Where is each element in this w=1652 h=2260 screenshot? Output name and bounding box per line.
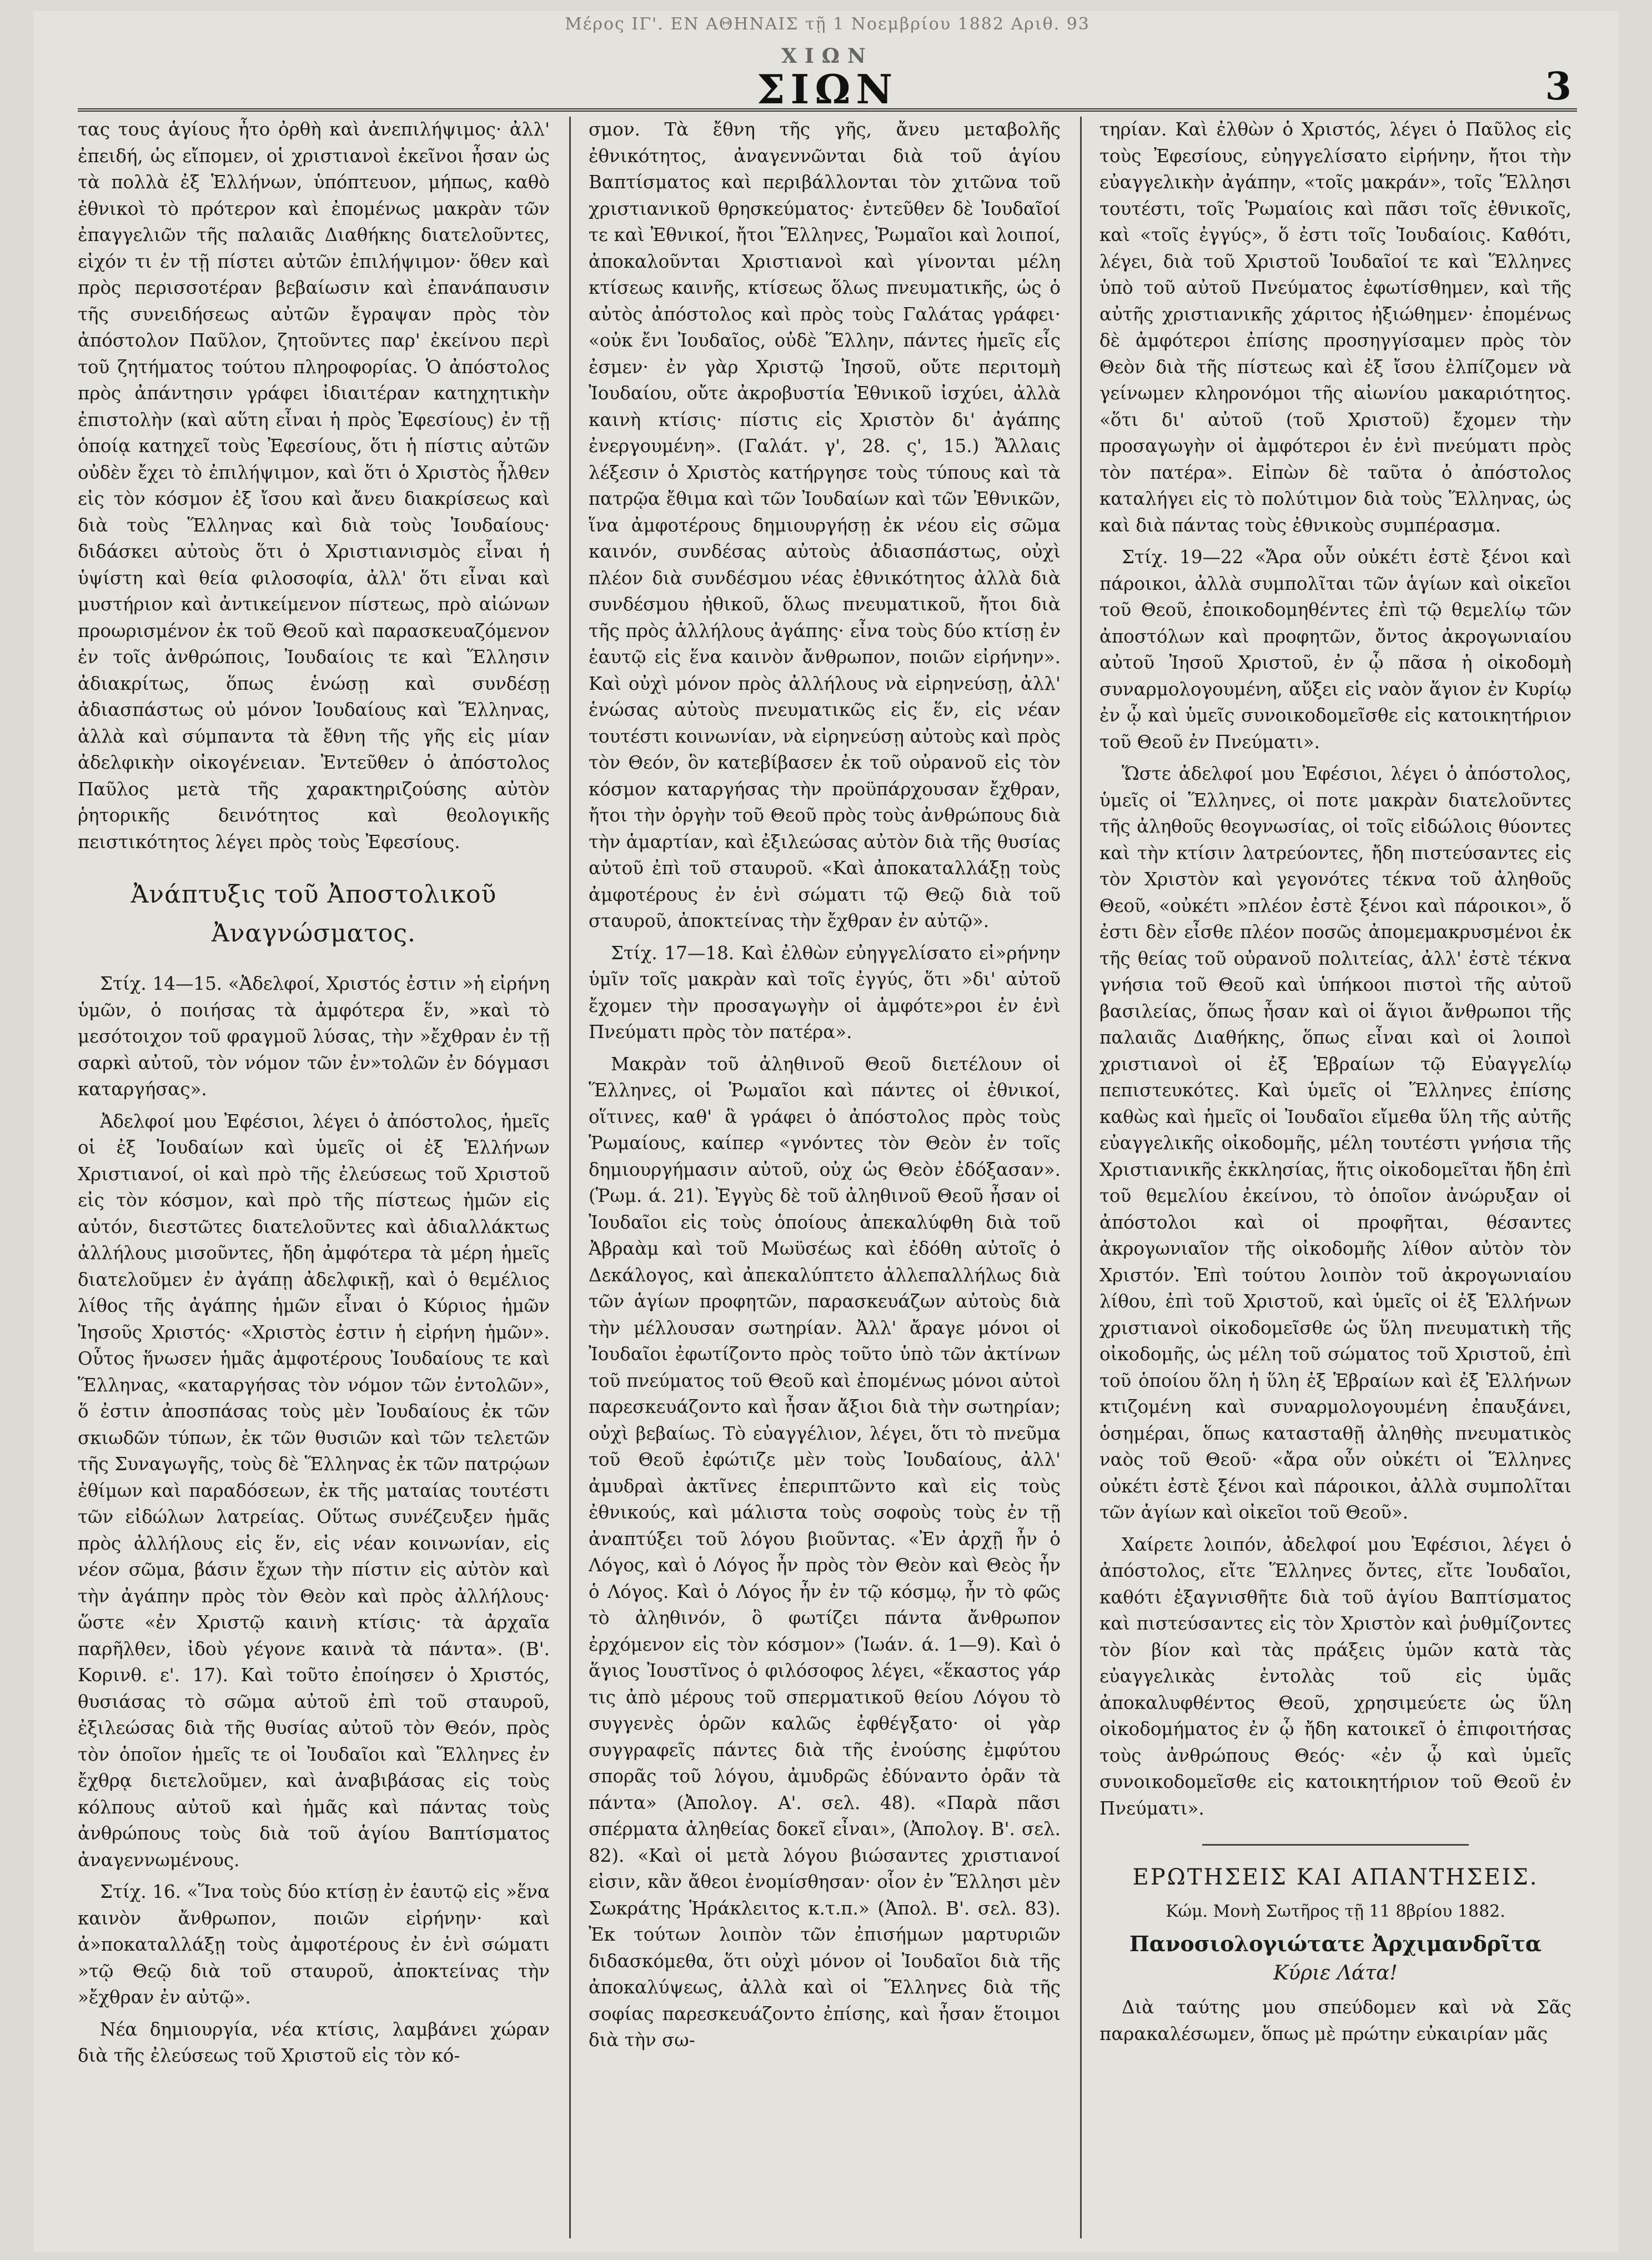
verse-quote: Στίχ. 19—22 «Ἄρα οὖν οὐκέτι ἐστὲ ξένοι καὶ πάροικοι, ἀλλὰ συμπολῖται τῶν ἁγίων καὶ οἰκεῖοι τοῦ Θεοῦ, ἐποικοδομηθέντες ἐπὶ τῷ θεμελίῳ τῶν ἀποστόλων καὶ προφητῶν, ὄντος ἀκρογωνιαίου αὐτοῦ Ἰησοῦ Χριστοῦ, ἐν ᾧ πᾶσα ἡ οἰκοδομὴ συναρμολογουμένη, αὔξει εἰς ναὸν ἅγιον ἐν Κυρίῳ ἐν ᾧ καὶ ὑμεῖς συνοικοδομεῖσθε εἰς κατοικητήριον τοῦ Θεοῦ ἐν Πνεύματι».: [1099, 547, 1571, 753]
letter-paragraph: Διὰ ταύτης μου σπεύδομεν καὶ νὰ Σᾶς παρακαλέσωμεν, ὅπως μὲ πρώτην εὐκαιρίαν μᾶς: [1099, 1997, 1571, 2044]
verse-quote: Στίχ. 16. «Ἵνα τοὺς δύο κτίσῃ ἐν ἑαυτῷ εἰς »ἕνα καινὸν ἄνθρωπον, ποιῶν εἰρήνην· καὶ ἀ»ποκαταλλάξῃ τοὺς ἀμφοτέρους ἐν ἑνὶ σώματι »τῷ Θεῷ διὰ τοῦ σταυροῦ, ἀποκτείνας τὴν »ἔχθραν ἐν αὐτῷ».: [78, 1881, 550, 2008]
newspaper-title: ΣΙΩΝ: [756, 66, 898, 113]
qa-section-heading: ΕΡΩΤΗΣΕΙΣ ΚΑΙ ΑΠΑΝΤΗΣΕΙΣ.: [1132, 1865, 1539, 1890]
letter-addressee: Κύριε Λάτα!: [1273, 1962, 1398, 1985]
section-separator: [1202, 1844, 1469, 1846]
verse-quote: Στίχ. 17—18. Καὶ ἐλθὼν εὐηγγελίσατο εἰ»ρήνην ὑμῖν τοῖς μακρὰν καὶ τοῖς ἐγγύς, ὅτι »δι' αὐτοῦ ἔχομεν τὴν προσαγωγὴν οἱ ἀμφότε»ροι ἐν ἑνὶ Πνεύματι πρὸς τὸν πατέρα».: [589, 942, 1061, 1043]
column-right: [1099, 117, 1571, 2244]
section-heading: Ἀνάπτυξις τοῦ Ἀποστολικοῦ: [130, 880, 497, 909]
column-middle: [589, 117, 1061, 2244]
article-paragraph: Νέα δημιουργία, νέα κτίσις, λαμβάνει χώραν διὰ τῆς ἐλεύσεως τοῦ Χριστοῦ εἰς τὸν κό-: [78, 2018, 550, 2066]
column-left: [78, 117, 550, 2244]
verse-quote: Στίχ. 14—15. «Ἀδελφοί, Χριστός ἐστιν »ἡ εἰρήνη ὑμῶν, ὁ ποιήσας τὰ ἀμφότερα ἕν, »καὶ τὸ μεσότοιχον τοῦ φραγμοῦ λύσας, τὴν »ἔχθραν ἐν τῇ σαρκὶ αὐτοῦ, τὸν νόμον τῶν ἐν»τολῶν ἐν δόγμασι καταργήσας».: [78, 973, 550, 1100]
masthead-subtitle: ΧΙΩΝ: [781, 44, 873, 68]
article-paragraph: τας τους ἁγίους ἦτο ὀρθὴ καὶ ἀνεπιλήψιμος· ἀλλ' ἐπειδή, ὡς εἴπομεν, οἱ χριστιανοὶ ἐκεῖνοι ἦσαν ὡς τὰ πολλὰ ἐξ Ἑλλήνων, ὑπόπτευον, μήπως, καθὸ ἐθνικοὶ τὸ πρότερον καὶ ἐπομένως μακρὰν τῶν ἐπαγγελιῶν τῆς παλαιᾶς Διαθήκης διατελοῦντες, εἰχόν τι ἐν τῇ πίστει αὐτῶν ἐπιλήψιμον· ὅθεν καὶ πρὸς περισσοτέραν βεβαίωσιν καὶ ἐπανάπαυσιν τῆς συνειδήσεως αὐτῶν ἔγραψαν πρὸς τὸν ἀπόστολον Παῦλον, ζητοῦντες παρ' ἐκείνου περὶ τοῦ ζητήματος τούτου πληροφορίας. Ὁ ἀπόστολος πρὸς ἀπάντησιν γράφει ἰδιαιτέραν κατηχητικὴν ἐπιστολὴν (καὶ αὕτη εἶναι ἡ πρὸς Ἐφεσίους) ἐν τῇ ὁποίᾳ κατηχεῖ τοὺς Ἐφεσίους, ὅτι ἡ πίστις αὐτῶν οὐδὲν ἔχει τὸ ἐπιλήψιμον, καὶ ὅτι ὁ Χριστὸς ἦλθεν εἰς τὸν κόσμον ἐξ ἴσου καὶ ἄνευ διακρίσεως καὶ διὰ τοὺς Ἕλληνας καὶ διὰ τοὺς Ἰουδαίους· διδάσκει αὐτοὺς ὅτι ὁ Χριστιανισμὸς εἶναι ἡ ὑψίστη καὶ θεία φιλοσοφία, ἀλλ' ὅτι εἶναι καὶ μυστήριον καὶ ἀντικείμενον πίστεως, πρὸ αἰώνων προωρισμένον ἐκ τοῦ Θεοῦ καὶ παρασκευαζόμενον ἐν τοῖς ἀνθρώποις, Ἰουδαίοις τε καὶ Ἕλλησιν ἀδιακρίτως, ὅπως ἑνώσῃ καὶ συνδέσῃ ἀδιασπάστως οὐ μόνον Ἰουδαίους καὶ Ἕλληνας, ἀλλὰ καὶ σύμπαντα τὰ ἔθνη τῆς γῆς εἰς μίαν ἀδελφικὴν οἰκογένειαν. Ἐντεῦθεν ὁ ἀπόστολος Παῦλος μετὰ τῆς χαρακτηριζούσης αὐτὸν ῥητορικῆς δεινότητος καὶ θεολογικῆς πειστικότητος λέγει πρὸς τοὺς Ἐφεσίους.: [78, 119, 550, 853]
article-paragraph: Ὥστε ἀδελφοί μου Ἐφέσιοι, λέγει ὁ ἀπόστολος, ὑμεῖς οἱ Ἕλληνες, οἱ ποτε μακρὰν διατελοῦντες τῆς ἀληθοῦς θεογνωσίας, οἱ τοῖς εἰδώλοις θύοντες καὶ τὴν κτίσιν λατρεύοντες, ἤδη πιστεύσαντες εἰς τὸν Χριστὸν καὶ γεγονότες τέκνα τοῦ ἀληθοῦς Θεοῦ, «οὐκέτι »πλέον ἐστὲ ξένοι καὶ πάροικοι», ὅ ἐστι δὲν εἶσθε πλέον ποσῶς ἀπομεμακρυσμένοι ἐκ τῆς θείας τοῦ οὐρανοῦ πολιτείας, ἀλλ' ἐστὲ τέκνα γνήσια τοῦ Θεοῦ καὶ ὑπήκοοι πιστοὶ τῆς αὐτοῦ βασιλείας, ὅπως ἦσαν καὶ οἱ ἅγιοι ἄνθρωποι τῆς παλαιᾶς Διαθήκης, ὅπως εἶναι καὶ οἱ λοιποὶ χριστιανοὶ οἱ ἐξ Ἑβραίων τῷ Εὐαγγελίῳ πεπιστευκότες. Καὶ ὑμεῖς οἱ Ἕλληνες ἐπίσης καθὼς καὶ ἡμεῖς οἱ Ἰουδαῖοι εἴμεθα ὕλη τῆς αὐτῆς εὐαγγελικῆς οἰκοδομῆς, μέλη τουτέστι γνήσια τῆς Χριστιανικῆς ἐκκλησίας, ἥτις οἰκοδομεῖται ἤδη ἐπὶ τοῦ θεμελίου ἐκείνου, τὸ ὁποῖον ἀνώρυξαν οἱ ἀπόστολοι καὶ οἱ προφῆται, θέσαντες ἀκρογωνιαῖον τῆς οἰκοδομῆς λίθον αὐτὸν τὸν Χριστόν. Ἐπὶ τούτου λοιπὸν τοῦ ἀκρογωνιαίου λίθου, ἐπὶ τοῦ Χριστοῦ, καὶ ὑμεῖς οἱ ἐξ Ἑλλήνων χριστιανοὶ οἰκοδομεῖσθε ὡς ὕλη πνευματικὴ τῆς οἰκοδομῆς, ὡς μέλη τοῦ σώματος τοῦ Χριστοῦ, ἐπὶ τοῦ ὁποίου ὅλη ἡ ὕλη ἐξ Ἑβραίων καὶ ἐξ Ἑλλήνων κτιζομένη καὶ συναρμολογουμένη ἐπαυξάνει, ὁσημέραι, ὅπως κατασταθῇ ἀληθὴς πνευματικὸς ναὸς τοῦ Θεοῦ· «ἄρα οὖν οὐκέτι οἱ Ἕλληνες οὐκέτι ἐστὲ ξένοι καὶ πάροικοι, ἀλλὰ συμπολῖται τῶν ἁγίων καὶ οἰκεῖοι τοῦ Θεοῦ».: [1099, 763, 1571, 1523]
column-divider: [569, 117, 571, 2238]
article-paragraph: Μακρὰν τοῦ ἀληθινοῦ Θεοῦ διετέλουν οἱ Ἕλληνες, οἱ Ῥωμαῖοι καὶ πάντες οἱ ἐθνικοί, οἵτινες, καθ' ἃ γράφει ὁ ἀπόστολος πρὸς τοὺς Ῥωμαίους, καίπερ «γνόντες τὸν Θεὸν ἐν τοῖς δημιουργήμασιν αὐτοῦ, οὐχ ὡς Θεὸν ἐδόξασαν». (Ῥωμ. ά. 21). Ἐγγὺς δὲ τοῦ ἀληθινοῦ Θεοῦ ἦσαν οἱ Ἰουδαῖοι εἰς τοὺς ὁποίους ἀπεκαλύφθη διὰ τοῦ Ἀβραὰμ καὶ τοῦ Μωϋσέως καὶ ἐδόθη αὐτοῖς ὁ Δεκάλογος, καὶ ἀπεκαλύπτετο ἀλλεπαλλήλως διὰ τῶν ἁγίων προφητῶν, παρασκευάζων αὐτοὺς διὰ τὴν μέλλουσαν σωτηρίαν. Ἀλλ' ἄραγε μόνοι οἱ Ἰουδαῖοι ἐφωτίζοντο πρὸς τοῦτο ὑπὸ τῶν ἀκτίνων τοῦ πνεύματος τοῦ Θεοῦ καὶ ἐπομένως μόνοι αὐτοὶ παρεσκευάζοντο καὶ ἦσαν ἄξιοι διὰ τὴν σωτηρίαν; οὐχὶ βεβαίως. Τὸ εὐαγγέλιον, λέγει, ὅτι τὸ πνεῦμα τοῦ Θεοῦ ἐφώτιζε μὲν τοὺς Ἰουδαίους, ἀλλ' ἀμυδραὶ ἀκτῖνες ἐπεριπτῶντο καὶ εἰς τοὺς ἐθνικούς, καὶ μάλιστα τοὺς σοφοὺς τοὺς ἐν τῇ ἀναπτύξει τοῦ λόγου βιοῦντας. «Ἐν ἀρχῇ ἦν ὁ Λόγος, καὶ ὁ Λόγος ἦν πρὸς τὸν Θεὸν καὶ Θεὸς ἦν ὁ Λόγος. Καὶ ὁ Λόγος ἦν ἐν τῷ κόσμῳ, ἦν τὸ φῶς τὸ ἀληθινόν, ὃ φωτίζει πάντα ἄνθρωπον ἐρχόμενον εἰς τὸν κόσμον» (Ἰωάν. ά. 1—9). Καὶ ὁ ἅγιος Ἰουστῖνος ὁ φιλόσοφος λέγει, «ἕκαστος γάρ τις ἀπὸ μέρους τοῦ σπερματικοῦ θείου Λόγου τὸ συγγενὲς ὁρῶν καλῶς ἐφθέγξατο· οἱ γὰρ συγγραφεῖς πάντες διὰ τῆς ἐνούσης ἐμφύτου σπορᾶς τοῦ λόγου, ἀμυδρῶς ἐδύναντο ὁρᾶν τὰ πάντα» (Ἀπολογ. Α'. σελ. 48). «Παρὰ πᾶσι σπέρματα ἀληθείας δοκεῖ εἶναι», (Ἀπολογ. Β'. σελ. 82). «Καὶ οἱ μετὰ λόγου βιώσαντες χριστιανοί εἰσιν, κἂν ἄθεοι ἐνομίσθησαν· οἷον ἐν Ἕλλησι μὲν Σωκράτης Ἡράκλειτος κ.τ.π.» (Ἀπολ. Β'. σελ. 83). Ἐκ τούτων λοιπὸν τῶν ἐπισήμων μαρτυριῶν διδασκόμεθα, ὅτι οὐχὶ μόνον οἱ Ἰουδαῖοι διὰ τῆς ἀποκαλύψεως, ἀλλὰ καὶ οἱ Ἕλληνες διὰ τῆς σοφίας παρεσκευάζοντο ἐπίσης, καὶ ἦσαν ἕτοιμοι διὰ τὴν σω-: [589, 1053, 1061, 2051]
page-number: 3: [1545, 64, 1571, 109]
article-paragraph: Χαίρετε λοιπόν, ἀδελφοί μου Ἐφέσιοι, λέγει ὁ ἀπόστολος, εἴτε Ἕλληνες ὄντες, εἴτε Ἰουδαῖοι, καθότι ἐξαγνισθῆτε διὰ τοῦ ἁγίου Βαπτίσματος καὶ πιστεύσαντες εἰς τὸν Χριστὸν καὶ ῥυθμίζοντες τὸν βίον καὶ τὰς πράξεις ὑμῶν κατὰ τὰς εὐαγγελικὰς ἐντολὰς τοῦ εἰς ὑμᾶς ἀποκαλυφθέντος Θεοῦ, χρησιμεύετε ὡς ὕλη οἰκοδομήματος ἐν ᾧ ἤδη κατοικεῖ ὁ ἐπιφοιτήσας τοὺς ἀνθρώπους Θεός· «ἐν ᾧ καὶ ὑμεῖς συνοικοδομεῖσθε εἰς κατοικητήριον τοῦ Θεοῦ ἐν Πνεύματι».: [1099, 1534, 1571, 1819]
section-heading-line-2: Ἀναγνώσματος.: [212, 919, 416, 948]
newspaper-page: [33, 11, 1619, 2252]
masthead: [78, 44, 1577, 112]
letter-salutation: Πανοσιολογιώτατε Ἀρχιμανδρῖτα: [1129, 1931, 1542, 1956]
running-head: Μέρος ΙΓ'. ΕΝ ΑΘΗΝΑΙΣ τῇ 1 Νοεμβρίου 1882 Αριθ. 93: [565, 14, 1090, 34]
article-paragraph: σμον. Τὰ ἔθνη τῆς γῆς, ἄνευ μεταβολῆς ἐθνικότητος, ἀναγεννῶνται διὰ τοῦ ἁγίου Βαπτίσματος καὶ περιβάλλονται τὸν χιτῶνα τοῦ χριστιανικοῦ θρησκεύματος· ἐντεῦθεν δὲ Ἰουδαῖοί τε καὶ Ἐθνικοί, ἤτοι Ἕλληνες, Ῥωμαῖοι καὶ λοιποί, ἀποκαλοῦνται Χριστιανοὶ καὶ γίνονται μέλη κτίσεως καινῆς, κτίσεως ὅλως πνευματικῆς, ὡς ὁ αὐτὸς ἀπόστολος καὶ πρὸς τοὺς Γαλάτας γράφει· «οὐκ ἔνι Ἰουδαῖος, οὐδὲ Ἕλλην, πάντες ἡμεῖς εἷς ἐσμεν· ἐν γὰρ Χριστῷ Ἰησοῦ, οὔτε περιτομὴ Ἰουδαίου, οὔτε ἀκροβυστία Ἐθνικοῦ ἰσχύει, ἀλλὰ καινὴ κτίσις· πίστις εἰς Χριστὸν δι' ἀγάπης ἐνεργουμένη». (Γαλάτ. γ', 28. ς', 15.) Ἄλλαις λέξεσιν ὁ Χριστὸς κατήργησε τοὺς τύπους καὶ τὰ πατρῷα ἔθιμα καὶ τῶν Ἰουδαίων καὶ τῶν Ἐθνικῶν, ἵνα ἀμφοτέρους δημιουργήσῃ ἐκ νέου εἰς σῶμα καινόν, συνδέσας αὐτοὺς ἀδιασπάστως, οὐχὶ πλέον διὰ συνδέσμου νέας ἐθνικότητος ἀλλὰ διὰ συνδέσμου ἠθικοῦ, ὅλως πνευματικοῦ, ἤτοι διὰ τῆς πρὸς ἀλλήλους ἀγάπης· εἶνα τοὺς δύο κτίσῃ ἐν ἑαυτῷ εἰς ἕνα καινὸν ἄνθρωπον, ποιῶν εἰρήνην». Καὶ οὐχὶ μόνον πρὸς ἀλλήλους νὰ εἰρηνεύσῃ, ἀλλ' ἑνώσας αὐτοὺς πνευματικῶς εἰς ἕν, εἰς νέαν τουτέστι κοινωνίαν, νὰ εἰρηνεύσῃ αὐτοὺς καὶ πρὸς τὸν Θεόν, ὃν κατεβίβασεν ἐκ τοῦ οὐρανοῦ εἰς τὸν κόσμον καταργήσας τὴν προϋπάρχουσαν ἔχθραν, ἤτοι τὴν ὀργὴν τοῦ Θεοῦ πρὸς τοὺς ἀνθρώπους διὰ τὴν ἁμαρτίαν, καὶ ἐξιλεώσας αὐτὸν διὰ τῆς θυσίας αὐτοῦ ἐπὶ τοῦ σταυροῦ. «Καὶ ἀποκαταλλάξῃ τοὺς ἀμφοτέρους ἐν ἑνὶ σώματι τῷ Θεῷ διὰ τοῦ σταυροῦ, ἀποκτείνας τὴν ἔχθραν ἐν αὐτῷ».: [589, 119, 1061, 931]
letter-dateline: Κώμ. Μονὴ Σωτῆρος τῇ 11 8βρίου 1882.: [1166, 1902, 1505, 1921]
article-paragraph: Ἀδελφοί μου Ἐφέσιοι, λέγει ὁ ἀπόστολος, ἡμεῖς οἱ ἐξ Ἰουδαίων καὶ ὑμεῖς οἱ ἐξ Ἑλλήνων Χριστιανοί, οἱ καὶ πρὸ τῆς ἐλεύσεως τοῦ Χριστοῦ εἰς τὸν κόσμον, καὶ πρὸ τῆς πίστεως ἡμῶν εἰς αὐτόν, διεστῶτες διατελοῦντες καὶ ἀδιαλλάκτως ἀλλήλους μισοῦντες, ἤδη ἀμφότερα τὰ μέρη ἡμεῖς διατελοῦμεν ἐν ἀγάπῃ ἀδελφικῇ, καὶ ὁ θεμέλιος λίθος τῆς ἀγάπης ἡμῶν εἶναι ὁ Κύριος ἡμῶν Ἰησοῦς Χριστός· «Χριστὸς ἐστιν ἡ εἰρήνη ἡμῶν». Οὗτος ἥνωσεν ἡμᾶς ἀμφοτέρους Ἰουδαίους τε καὶ Ἕλληνας, «καταργήσας τὸν νόμον τῶν ἐντολῶν», ὅ ἐστιν ἀποσπάσας τοὺς μὲν Ἰουδαίους ἐκ τῶν σκιωδῶν τύπων, ἐκ τῶν θυσιῶν καὶ τῶν τελετῶν τῆς Συναγωγῆς, τοὺς δὲ Ἕλληνας ἐκ τῶν πατρῴων ἐθίμων καὶ παραδόσεων, ἐκ τῆς ματαίας τουτέστι τῶν εἰδώλων λατρείας. Οὕτως συνέζευξεν ἡμᾶς πρὸς ἀλλήλους εἰς ἕν, εἰς νέαν κοινωνίαν, εἰς νέον σῶμα, βάσιν ἔχων τὴν πίστιν εἰς αὐτὸν καὶ τὴν ἀγάπην πρὸς τὸν Θεὸν καὶ πρὸς ἀλλήλους· ὥστε «ἐν Χριστῷ καινὴ κτίσις· τὰ ἀρχαῖα παρῆλθεν, ἰδοὺ γέγονε καινὰ τὰ πάντα». (Β'. Κορινθ. ε'. 17). Καὶ τοῦτο ἐποίησεν ὁ Χριστός, θυσιάσας τὸ σῶμα αὐτοῦ ἐπὶ τοῦ σταυροῦ, ἐξιλεώσας διὰ τῆς θυσίας αὐτοῦ τὸν Θεόν, πρὸς τὸν ὁποῖον ἡμεῖς τε οἱ Ἰουδαῖοι καὶ Ἕλληνες ἐν ἔχθρᾳ διετελοῦμεν, καὶ ἀναβιβάσας εἰς τοὺς κόλπους αὐτοῦ καὶ ἡμᾶς καὶ πάντας τοὺς ἀνθρώπους τοὺς διὰ τοῦ ἁγίου Βαπτίσματος ἀναγεννωμένους.: [78, 1110, 550, 1871]
article-paragraph: τηρίαν. Καὶ ἐλθὼν ὁ Χριστός, λέγει ὁ Παῦλος εἰς τοὺς Ἐφεσίους, εὐηγγελίσατο εἰρήνην, ἤτοι τὴν εὐαγγελικὴν ἀγάπην, «τοῖς μακράν», τοῖς Ἕλλησι τουτέστι, τοῖς Ῥωμαίοις καὶ πᾶσι τοῖς ἐθνικοῖς, καὶ «τοῖς ἐγγύς», ὅ ἐστι τοῖς Ἰουδαίοις. Καθότι, λέγει, διὰ τοῦ Χριστοῦ Ἰουδαῖοί τε καὶ Ἕλληνες ὑπὸ τοῦ αὐτοῦ Πνεύματος ἐφωτίσθημεν, καὶ τῆς αὐτῆς χριστιανικῆς χάριτος ἠξιώθημεν· ἐπομένως δὲ ἀμφότεροι ἐπίσης προσηγγίσαμεν πρὸς τὸν Θεὸν διὰ τῆς πίστεως καὶ ἐξ ἴσου ἐλπίζομεν νὰ γείνωμεν κληρονόμοι τῆς αἰωνίου μακαριότητος. «ὅτι δι' αὐτοῦ (τοῦ Χριστοῦ) ἔχομεν τὴν προσαγωγὴν οἱ ἀμφότεροι ἐν ἑνὶ πνεύματι πρὸς τὸν πατέρα». Εἰπὼν δὲ ταῦτα ὁ ἀπόστολος καταλήγει εἰς τὸ πολύτιμον διὰ τοὺς Ἕλληνας, ὡς καὶ διὰ πάντας τοὺς ἐθνικοὺς συμπέρασμα.: [1099, 119, 1571, 536]
column-divider: [1080, 117, 1082, 2238]
